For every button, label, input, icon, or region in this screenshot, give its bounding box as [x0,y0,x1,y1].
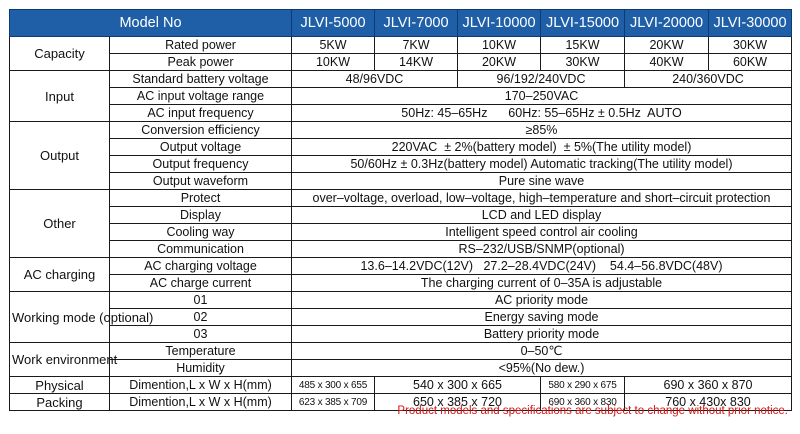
table-cell: 40KW [625,54,709,71]
table-cell: 20KW [625,37,709,54]
table-cell: 14KW [375,54,458,71]
table-cell: AC priority mode [292,292,792,309]
table-row [10,156,792,173]
model-header: JLVI-20000 [625,10,709,37]
table-cell: The charging current of 0–35A is adjustable [292,275,792,292]
row-label: Dimention,L x W x H(mm) [110,394,292,411]
table-cell: 15KW [541,37,625,54]
table-cell: 690 x 360 x 870 [625,377,792,394]
table-row [10,207,792,224]
table-row [10,88,792,105]
row-label: Peak power [110,54,292,71]
table-cell: 760 x 430x 830 [625,394,792,411]
table-cell: RS–232/USB/SNMP(optional) [292,241,792,258]
row-label: Protect [110,190,292,207]
table-cell: Intelligent speed control air cooling [292,224,792,241]
model-no-header: Model No [10,10,292,37]
table-row [10,275,792,292]
row-label: Conversion efficiency [110,122,292,139]
table-row [10,54,792,71]
table-cell: 7KW [375,37,458,54]
table-cell: 30KW [709,37,792,54]
header-row [10,10,792,37]
table-cell: Pure sine wave [292,173,792,190]
table-cell: 10KW [292,54,375,71]
table-row [10,326,792,343]
row-label: Output voltage [110,139,292,156]
model-header: JLVI-10000 [458,10,541,37]
table-cell: ≥85% [292,122,792,139]
table-row [10,360,792,377]
table-row [10,139,792,156]
row-label: AC input frequency [110,105,292,122]
row-label: Output waveform [110,173,292,190]
group-other: Other [10,190,110,258]
table-cell: 170–250VAC [292,88,792,105]
row-label: Rated power [110,37,292,54]
table-cell: over–voltage, overload, low–voltage, high–temperature and short–circuit protection [292,190,792,207]
table-cell: 623 x 385 x 709 [292,394,375,411]
table-cell: 540 x 300 x 665 [375,377,541,394]
footnote: Product models and specifications are subject to change without prior notice. [397,405,788,417]
table-cell: Energy saving mode [292,309,792,326]
row-label: Standard battery voltage [110,71,292,88]
row-label: Communication [110,241,292,258]
row-label: Temperature [110,343,292,360]
group-ac-charging: AC charging [10,258,110,292]
table-cell: Battery priority mode [292,326,792,343]
model-header: JLVI-30000 [709,10,792,37]
table-row [10,173,792,190]
group-output: Output [10,122,110,190]
table-cell: 96/192/240VDC [458,71,625,88]
row-label: Dimention,L x W x H(mm) [110,377,292,394]
table-row [10,343,792,360]
row-label: AC charging voltage [110,258,292,275]
row-label: Cooling way [110,224,292,241]
table-cell: 50/60Hz ± 0.3Hz(battery model) Automatic tracking(The utility model) [292,156,792,173]
row-label: AC charge current [110,275,292,292]
table-row [10,241,792,258]
row-label: 01 [110,292,292,309]
table-cell: 240/360VDC [625,71,792,88]
group-capacity: Capacity [10,37,110,71]
table-cell: 50Hz: 45–65Hz 60Hz: 55–65Hz ± 0.5Hz AUTO [292,105,792,122]
table-row [10,224,792,241]
model-header: JLVI-7000 [375,10,458,37]
row-label: Output frequency [110,156,292,173]
row-label: AC input voltage range [110,88,292,105]
table-row [10,122,792,139]
group-physical: Physical [10,377,110,394]
table-cell: <95%(No dew.) [292,360,792,377]
table-row [10,292,792,309]
table-cell: 48/96VDC [292,71,458,88]
model-header: JLVI-5000 [292,10,375,37]
table-row [10,258,792,275]
model-header: JLVI-15000 [541,10,625,37]
group-work-environment: Work environment [10,343,110,377]
table-cell: LCD and LED display [292,207,792,224]
group-working-mode: Working mode (optional) [10,292,110,343]
table-cell: 13.6–14.2VDC(12V) 27.2–28.4VDC(24V) 54.4–56.8VDC(48V) [292,258,792,275]
row-label: Humidity [110,360,292,377]
table-row [10,190,792,207]
table-cell: 485 x 300 x 655 [292,377,375,394]
table-row [10,377,792,394]
table-cell: 650 x 385 x 720 [375,394,541,411]
table-cell: 690 x 360 x 830 [541,394,625,411]
table-cell: 0–50℃ [292,343,792,360]
group-packing: Packing [10,394,110,411]
table-cell: 30KW [541,54,625,71]
table-cell: 10KW [458,37,541,54]
spec-table [9,9,792,411]
row-label: Display [110,207,292,224]
table-row [10,105,792,122]
table-cell: 580 x 290 x 675 [541,377,625,394]
row-label: 02 [110,309,292,326]
table-cell: 20KW [458,54,541,71]
table-cell: 5KW [292,37,375,54]
table-cell: 60KW [709,54,792,71]
table-cell: 220VAC ± 2%(battery model) ± 5%(The utility model) [292,139,792,156]
table-row [10,71,792,88]
table-row [10,37,792,54]
group-input: Input [10,71,110,122]
row-label: 03 [110,326,292,343]
